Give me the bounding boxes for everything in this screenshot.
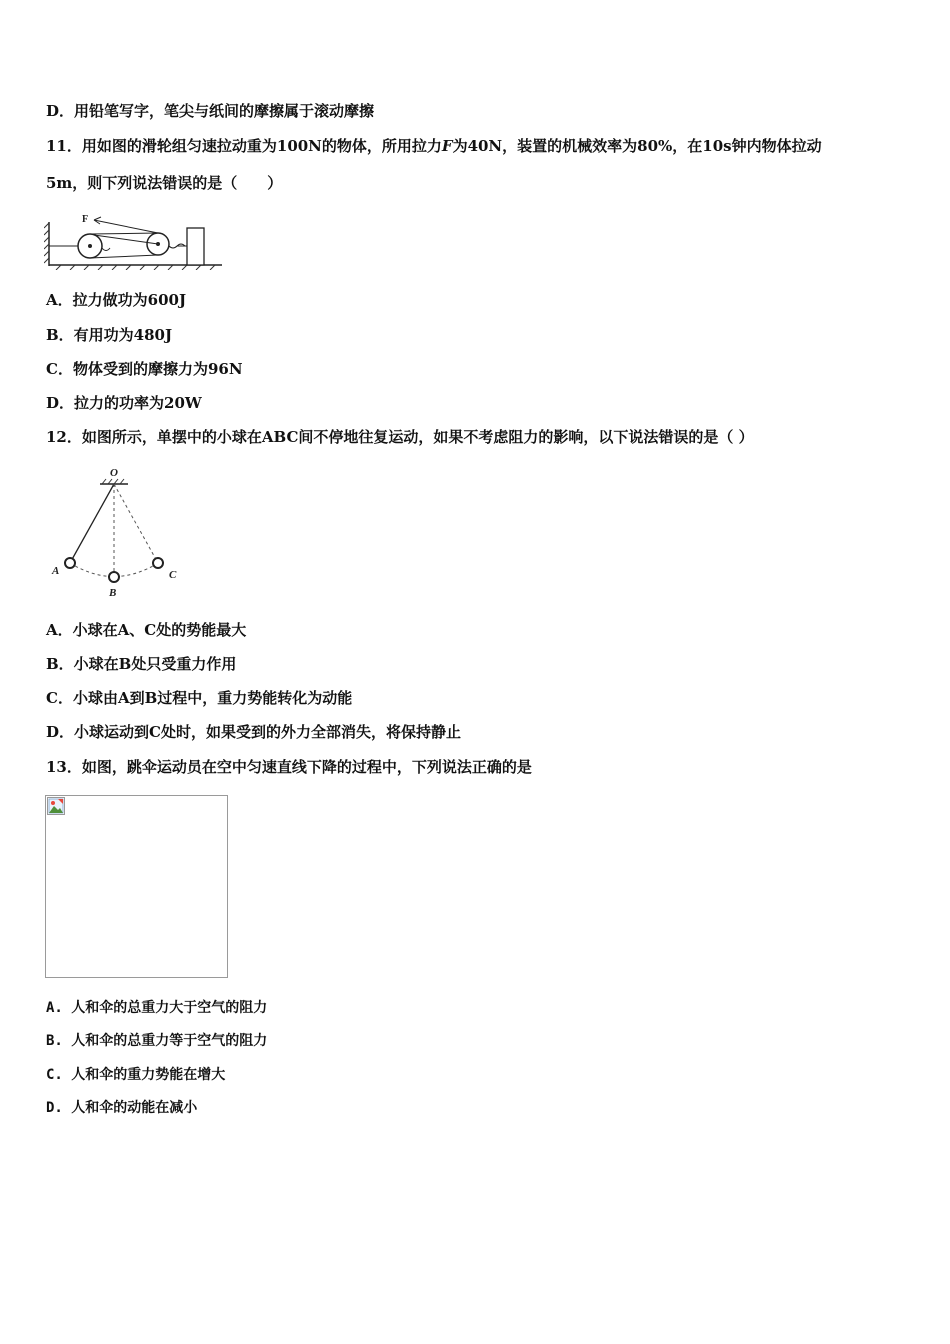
q13-option-b[interactable]: B. 人和伞的总重力等于空气的阻力 bbox=[46, 1033, 268, 1049]
q12-stem: 12．如图所示，单摆中的小球在ABC间不停地往复运动，如果不考虑阻力的影响，以下说法错误的是（ ） bbox=[46, 428, 754, 446]
q12-option-a[interactable]: A．小球在A、C处的势能最大 bbox=[46, 621, 247, 639]
q13-option-a[interactable]: A. 人和伞的总重力大于空气的阻力 bbox=[46, 1000, 268, 1016]
hook-left bbox=[102, 248, 110, 251]
q13-option-d[interactable]: D. 人和伞的动能在减小 bbox=[46, 1100, 198, 1116]
q11-stem-part2: 为40N，装置的机械效率为80%，在10s钟内物体拉动 bbox=[452, 137, 822, 155]
pendulum-string bbox=[70, 484, 114, 563]
pulley-figure bbox=[44, 208, 224, 270]
ball-a bbox=[65, 558, 75, 568]
fixed-pulley-axle bbox=[88, 244, 92, 248]
ball-c bbox=[153, 558, 163, 568]
label-c: C bbox=[169, 569, 177, 581]
label-o: O bbox=[110, 467, 118, 479]
q11-force-symbol: F bbox=[441, 137, 453, 155]
ball-b bbox=[109, 572, 119, 582]
q11-stem-part1: 11．用如图的滑轮组匀速拉动重为100N的物体，所用拉力 bbox=[46, 137, 442, 155]
object-block bbox=[187, 228, 204, 265]
force-label: F bbox=[82, 214, 89, 225]
q11-stem-line1 bbox=[46, 136, 822, 156]
q11-option-a[interactable]: A．拉力做功为600J bbox=[46, 291, 187, 309]
prev-question-option-d: D．用铅笔写字，笔尖与纸间的摩擦属于滚动摩擦 bbox=[46, 102, 375, 120]
string-dashed-c bbox=[114, 484, 158, 563]
q13-option-c[interactable]: C. 人和伞的重力势能在增大 bbox=[46, 1067, 226, 1083]
broken-image-placeholder bbox=[45, 795, 228, 978]
broken-image-icon bbox=[47, 797, 65, 815]
q12-option-d[interactable]: D．小球运动到C处时，如果受到的外力全部消失，将保持静止 bbox=[46, 723, 461, 741]
label-a: A bbox=[52, 565, 60, 577]
q11-stem-line2: 5m，则下列说法错误的是（ ） bbox=[46, 174, 283, 192]
q12-option-b[interactable]: B．小球在B处只受重力作用 bbox=[46, 655, 237, 673]
q11-option-d[interactable]: D．拉力的功率为20W bbox=[46, 394, 202, 412]
q11-option-b[interactable]: B．有用功为480J bbox=[46, 326, 173, 344]
q11-option-c[interactable]: C．物体受到的摩擦力为96N bbox=[46, 360, 243, 378]
rope-top bbox=[90, 233, 158, 234]
label-b: B bbox=[109, 587, 117, 599]
pull-rope bbox=[94, 220, 158, 233]
q13-stem: 13．如图，跳伞运动员在空中匀速直线下降的过程中，下列说法正确的是 bbox=[46, 758, 532, 776]
rope-bottom bbox=[90, 255, 158, 258]
q12-option-c[interactable]: C．小球由A到B过程中，重力势能转化为动能 bbox=[46, 689, 353, 707]
pendulum-figure bbox=[44, 462, 184, 602]
